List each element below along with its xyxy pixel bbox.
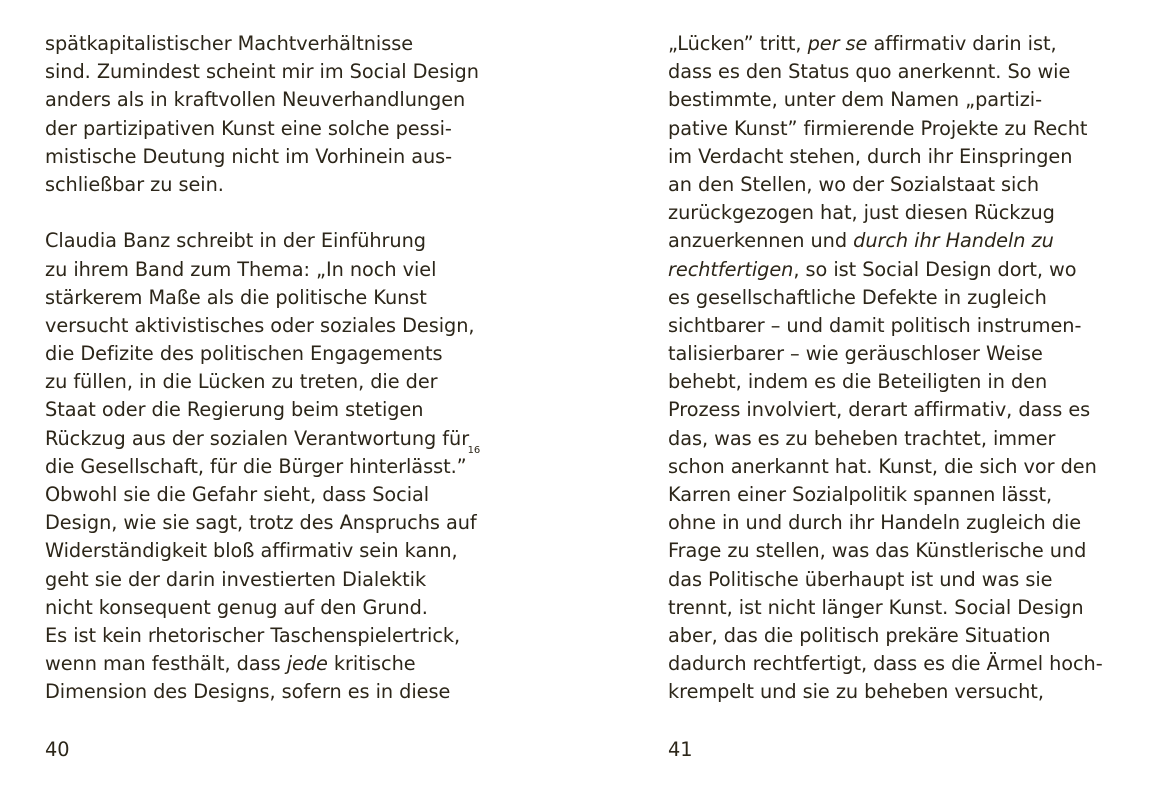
text-line: der partizipativen Kunst eine solche pessi- [45, 116, 452, 140]
italic-emphasis: per se [807, 32, 868, 55]
page-number: 40 [45, 738, 70, 761]
text-line: anders als in kraftvollen Neuverhandlungen [45, 88, 466, 112]
text-line: Claudia Banz schreibt in der Einführung [45, 229, 426, 253]
text-line: Dimension des Designs, sofern es in diese [45, 680, 451, 704]
footnote-marker: 16 [467, 444, 481, 456]
text-segment: , so ist Social Design dort, wo [793, 257, 1077, 281]
text-line: dadurch rechtfertigt, dass es die Ärmel hoch- [668, 652, 1103, 676]
text-line: dass es den Status quo anerkennt. So wie [668, 60, 1071, 84]
paragraph-gap [45, 199, 480, 227]
text-line: Karren einer Sozialpolitik spannen lässt, [668, 483, 1053, 506]
text-line: mistische Deutung nicht im Vorhinein aus- [45, 144, 453, 168]
text-segment: affirmativ darin ist, [867, 32, 1057, 55]
text-line: es gesellschaftliche Defekte in zugleich [668, 285, 1047, 309]
text-line: aber, das die politisch prekäre Situation [668, 623, 1051, 647]
text-line: ohne in und durch ihr Handeln zugleich die [668, 511, 1082, 535]
text-line: das Politische überhaupt ist und was sie [668, 567, 1053, 591]
text-line: Rückzug aus der sozialen Verantwortung für [45, 426, 470, 450]
text-segment: kritische [327, 652, 416, 676]
text-line: trennt, ist nicht länger Kunst. Social Design [668, 595, 1084, 619]
text-line: Es ist kein rhetorischer Taschenspielertrick, [45, 623, 461, 647]
text-line: nicht konsequent genug auf den Grund. [45, 595, 428, 619]
page-number: 41 [668, 738, 693, 761]
italic-emphasis: jede [286, 652, 328, 676]
text-line [668, 30, 1103, 58]
text-line: versucht aktivistisches oder soziales Design, [45, 313, 475, 337]
text-line: an den Stellen, wo der Sozialstaat sich [668, 172, 1040, 196]
text-line: Frage zu stellen, was das Künstlerische und [668, 539, 1087, 563]
text-line: das, was es zu beheben trachtet, immer [668, 426, 1056, 450]
text-line: bestimmte, unter dem Namen „partizi- [668, 88, 1042, 112]
text-line: sind. Zumindest scheint mir im Social Design [45, 60, 479, 84]
text-line: zu füllen, in die Lücken zu treten, die der [45, 370, 438, 394]
text-line: spätkapitalistischer Machtverhältnisse [45, 32, 414, 55]
text-line: Prozess involviert, derart affirmativ, dass es [668, 398, 1091, 422]
text-line [45, 650, 480, 678]
text-line-with-footnote [45, 444, 481, 481]
text-line: sichtbarer – und damit politisch instrumen- [668, 313, 1082, 337]
text-line [668, 227, 1103, 255]
right-page [578, 0, 1156, 800]
text-line: schon anerkannt hat. Kunst, die sich vor den [668, 454, 1097, 478]
italic-emphasis: rechtfertigen [668, 257, 794, 281]
text-line: Obwohl sie die Gefahr sieht, dass Social [45, 483, 430, 506]
text-line: krempelt und sie zu beheben versucht, [668, 680, 1044, 704]
text-line: im Verdacht stehen, durch ihr Einspringen [668, 144, 1073, 168]
text-line: geht sie der darin investierten Dialektik [45, 567, 427, 591]
text-line [668, 256, 1103, 284]
text-line: Widerständigkeit bloß affirmativ sein kann, [45, 539, 458, 563]
text-segment: die Gesellschaft, für die Bürger hinterlässt.” [45, 454, 467, 478]
text-line: pative Kunst” firmierende Projekte zu Recht [668, 116, 1088, 140]
right-page-text [668, 30, 1103, 707]
text-line: Design, wie sie sagt, trotz des Anspruchs auf [45, 511, 477, 535]
text-line: Staat oder die Regierung beim stetigen [45, 398, 424, 422]
text-line: zurückgezogen hat, just diesen Rückzug [668, 201, 1055, 225]
text-segment: „Lücken” tritt, [668, 32, 808, 55]
left-page-text [45, 30, 480, 707]
text-line: zu ihrem Band zum Thema: „In noch viel [45, 257, 437, 281]
text-line: stärkerem Maße als die politische Kunst [45, 285, 427, 309]
text-segment: wenn man festhält, dass [45, 652, 287, 676]
text-line: schließbar zu sein. [45, 172, 224, 196]
text-line: talisierbarer – wie geräuschloser Weise [668, 342, 1043, 366]
text-line: die Defizite des politischen Engagements [45, 342, 443, 366]
italic-emphasis: durch ihr Handeln zu [853, 229, 1054, 253]
text-segment: anzuerkennen und [668, 229, 854, 253]
text-line: behebt, indem es die Beteiligten in den [668, 370, 1048, 394]
